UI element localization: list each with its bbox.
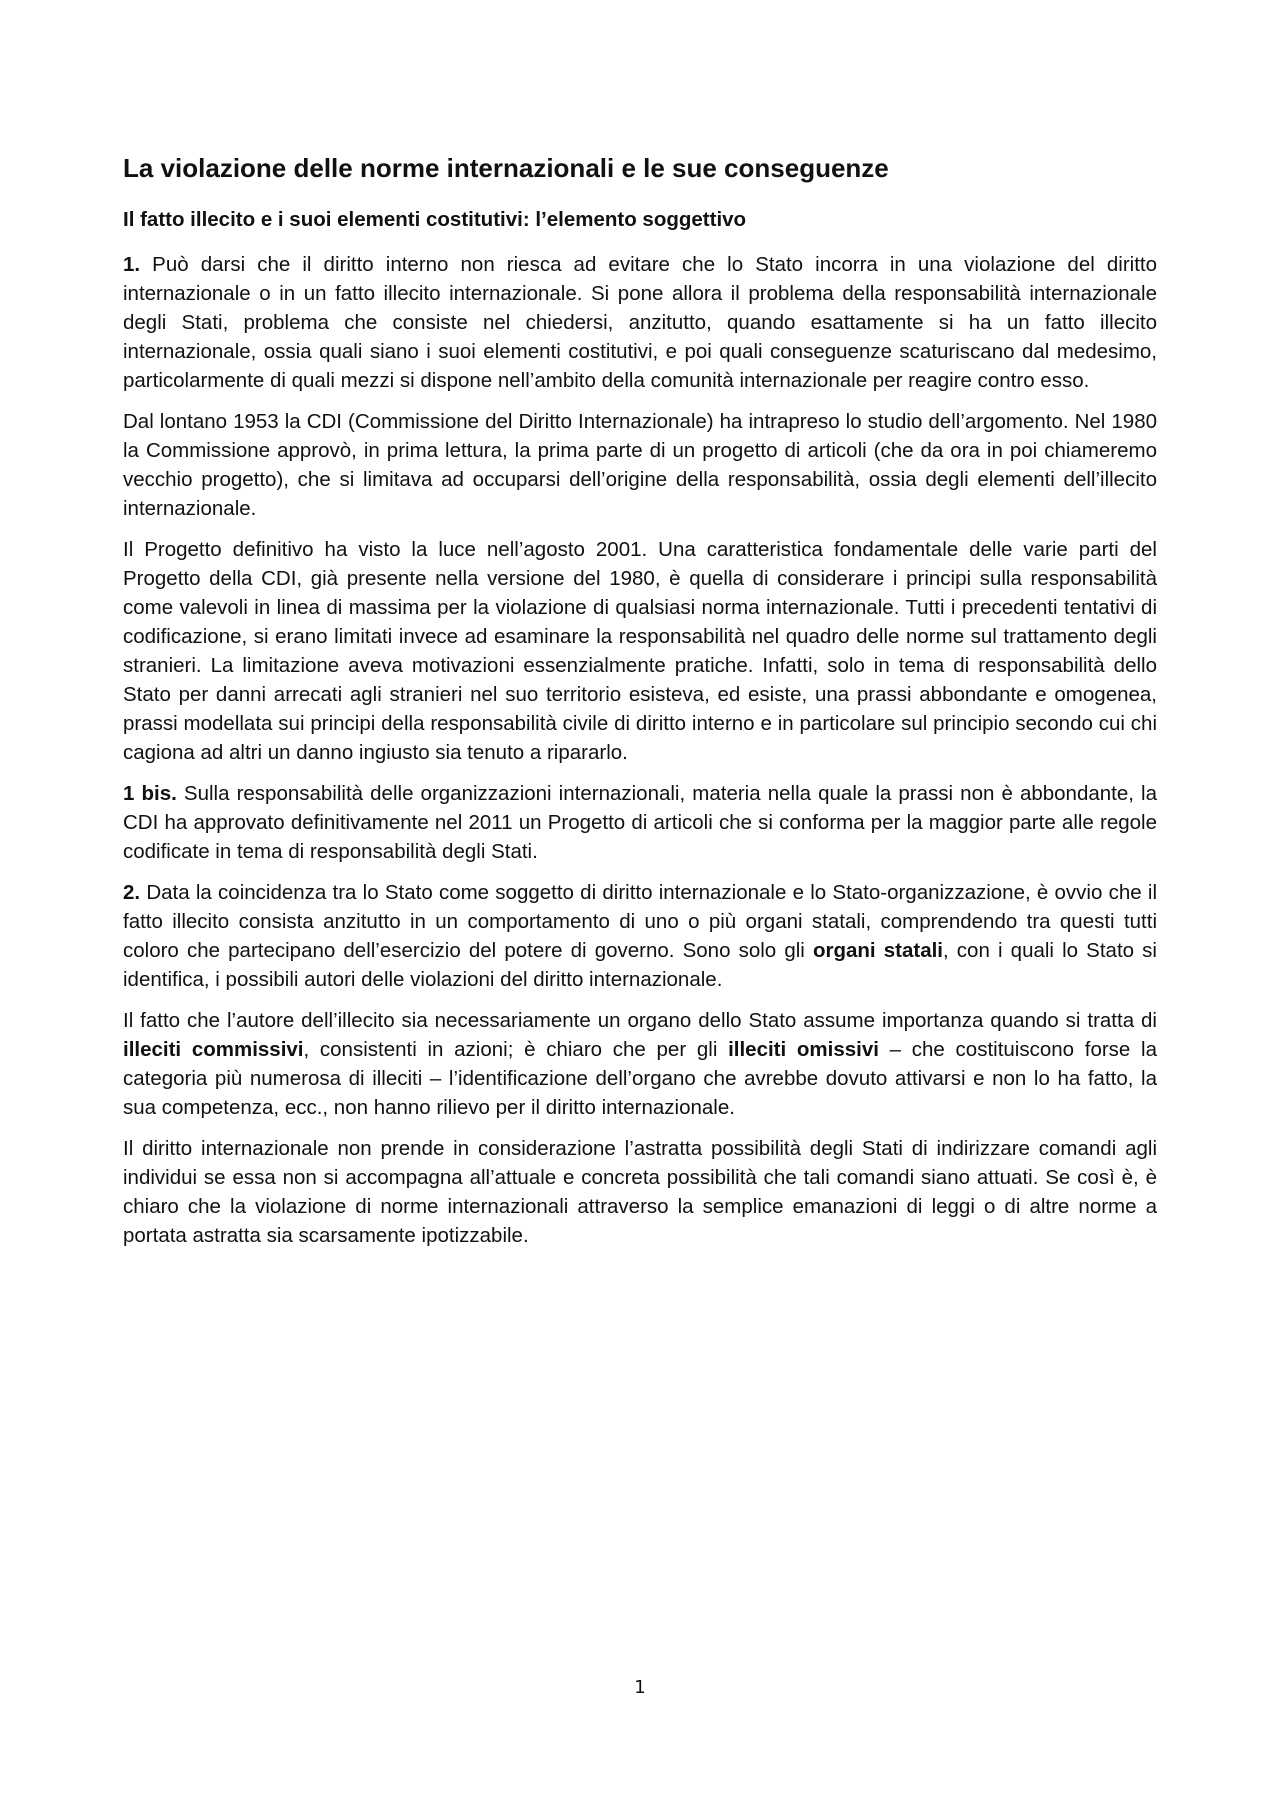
document-body bbox=[123, 151, 1157, 1262]
paragraph-1 bbox=[123, 250, 1157, 395]
paragraph-text: , consistenti in azioni; è chiaro che per gli bbox=[303, 1038, 729, 1061]
paragraph-1-bis bbox=[123, 779, 1157, 866]
section-subtitle: Il fatto illecito e i suoi elementi costitutivi: l’elemento soggettivo bbox=[123, 208, 747, 231]
paragraph-number: 2. bbox=[123, 881, 141, 904]
paragraph-3 bbox=[123, 535, 1157, 767]
paragraph-text: Dal lontano 1953 la CDI (Commissione del Diritto Internazionale) ha intrapreso lo studio dell’argomento. Nel 1980 la Commissione approvò, in prima lettura, la prima parte di un progetto di articoli (che da ora in poi chiameremo vecchio progetto), che si limitava ad occuparsi dell’origine della responsabilità, ossia degli elementi dell’illecito internazionale. bbox=[123, 410, 1157, 520]
paragraph-number: 1. bbox=[123, 253, 141, 276]
paragraph-2 bbox=[123, 407, 1157, 523]
paragraph-text: – che costituiscono forse la categoria più numerosa di illeciti – l’identificazione dell’organo che avrebbe dovuto attivarsi e non lo ha fatto, la sua competenza, ecc., non hanno rilievo per il diritto internazionale. bbox=[123, 1038, 1157, 1119]
bold-term-illeciti-commissivi: illeciti commissivi bbox=[123, 1038, 304, 1061]
paragraph-number: 1 bis. bbox=[123, 782, 177, 805]
paragraph-2-numbered bbox=[123, 878, 1157, 994]
bold-term-illeciti-omissivi: illeciti omissivi bbox=[728, 1038, 879, 1061]
paragraph-text: , con i quali lo Stato si identifica, i possibili autori delle violazioni del diritto internazionale. bbox=[123, 939, 1157, 991]
paragraph-final bbox=[123, 1134, 1157, 1250]
paragraph-illeciti bbox=[123, 1006, 1157, 1122]
paragraph-text: Il Progetto definitivo ha visto la luce nell’agosto 2001. Una caratteristica fondamentale delle varie parti del Progetto della CDI, già presente nella versione del 1980, è quella di considerare i principi sulla responsabilità come valevoli in linea di massima per la violazione di qualsiasi norma internazionale. Tutti i precedenti tentativi di codificazione, si erano limitati invece ad esaminare la responsabilità nel quadro delle norme sul trattamento degli stranieri. La limitazione aveva motivazioni essenzialmente pratiche. Infatti, solo in tema di responsabilità dello Stato per danni arrecati agli stranieri nel suo territorio esisteva, ed esiste, una prassi abbondante e omogenea, prassi modellata sui principi della responsabilità civile di diritto interno e in particolare sul principio secondo cui chi cagiona ad altri un danno ingiusto sia tenuto a ripararlo. bbox=[123, 538, 1157, 764]
paragraph-text: Può darsi che il diritto interno non riesca ad evitare che lo Stato incorra in una violazione del diritto internazionale o in un fatto illecito internazionale. Si pone allora il problema della responsabilità internazionale degli Stati, problema che consiste nel chiedersi, anzitutto, quando esattamente si ha un fatto illecito internazionale, ossia quali siano i suoi elementi costitutivi, e poi quali conseguenze scaturiscano dal medesimo, particolarmente di quali mezzi si dispone nell’ambito della comunità internazionale per reagire contro esso. bbox=[123, 253, 1157, 392]
paragraph-text: Il fatto che l’autore dell’illecito sia necessariamente un organo dello Stato assume importanza quando si tratta di bbox=[123, 1009, 1157, 1032]
page-title: La violazione delle norme internazionali e le sue conseguenze bbox=[123, 153, 889, 183]
paragraph-text: Il diritto internazionale non prende in considerazione l’astratta possibilità degli Stati di indirizzare comandi agli individui se essa non si accompagna all’attuale e concreta possibilità che tali comandi siano attuati. Se così è, è chiaro che la violazione di norme internazionali attraverso la semplice emanazioni di leggi o di altre norme a portata astratta sia scarsamente ipotizzabile. bbox=[123, 1137, 1157, 1247]
page-number: 1 bbox=[634, 1677, 646, 1698]
bold-term-organi-statali: organi statali bbox=[812, 939, 943, 962]
paragraph-text: Data la coincidenza tra lo Stato come soggetto di diritto internazionale e lo Stato-organizzazione, è ovvio che il fatto illecito consista anzitutto in un comportamento di uno o più organi statali, comprendendo tra questi tutti coloro che partecipano dell’esercizio del potere di governo. Sono solo gli bbox=[123, 881, 1157, 962]
paragraph-text: Sulla responsabilità delle organizzazioni internazionali, materia nella quale la prassi non è abbondante, la CDI ha approvato definitivamente nel 2011 un Progetto di articoli che si conforma per la maggior parte alle regole codificate in tema di responsabilità degli Stati. bbox=[123, 782, 1157, 863]
